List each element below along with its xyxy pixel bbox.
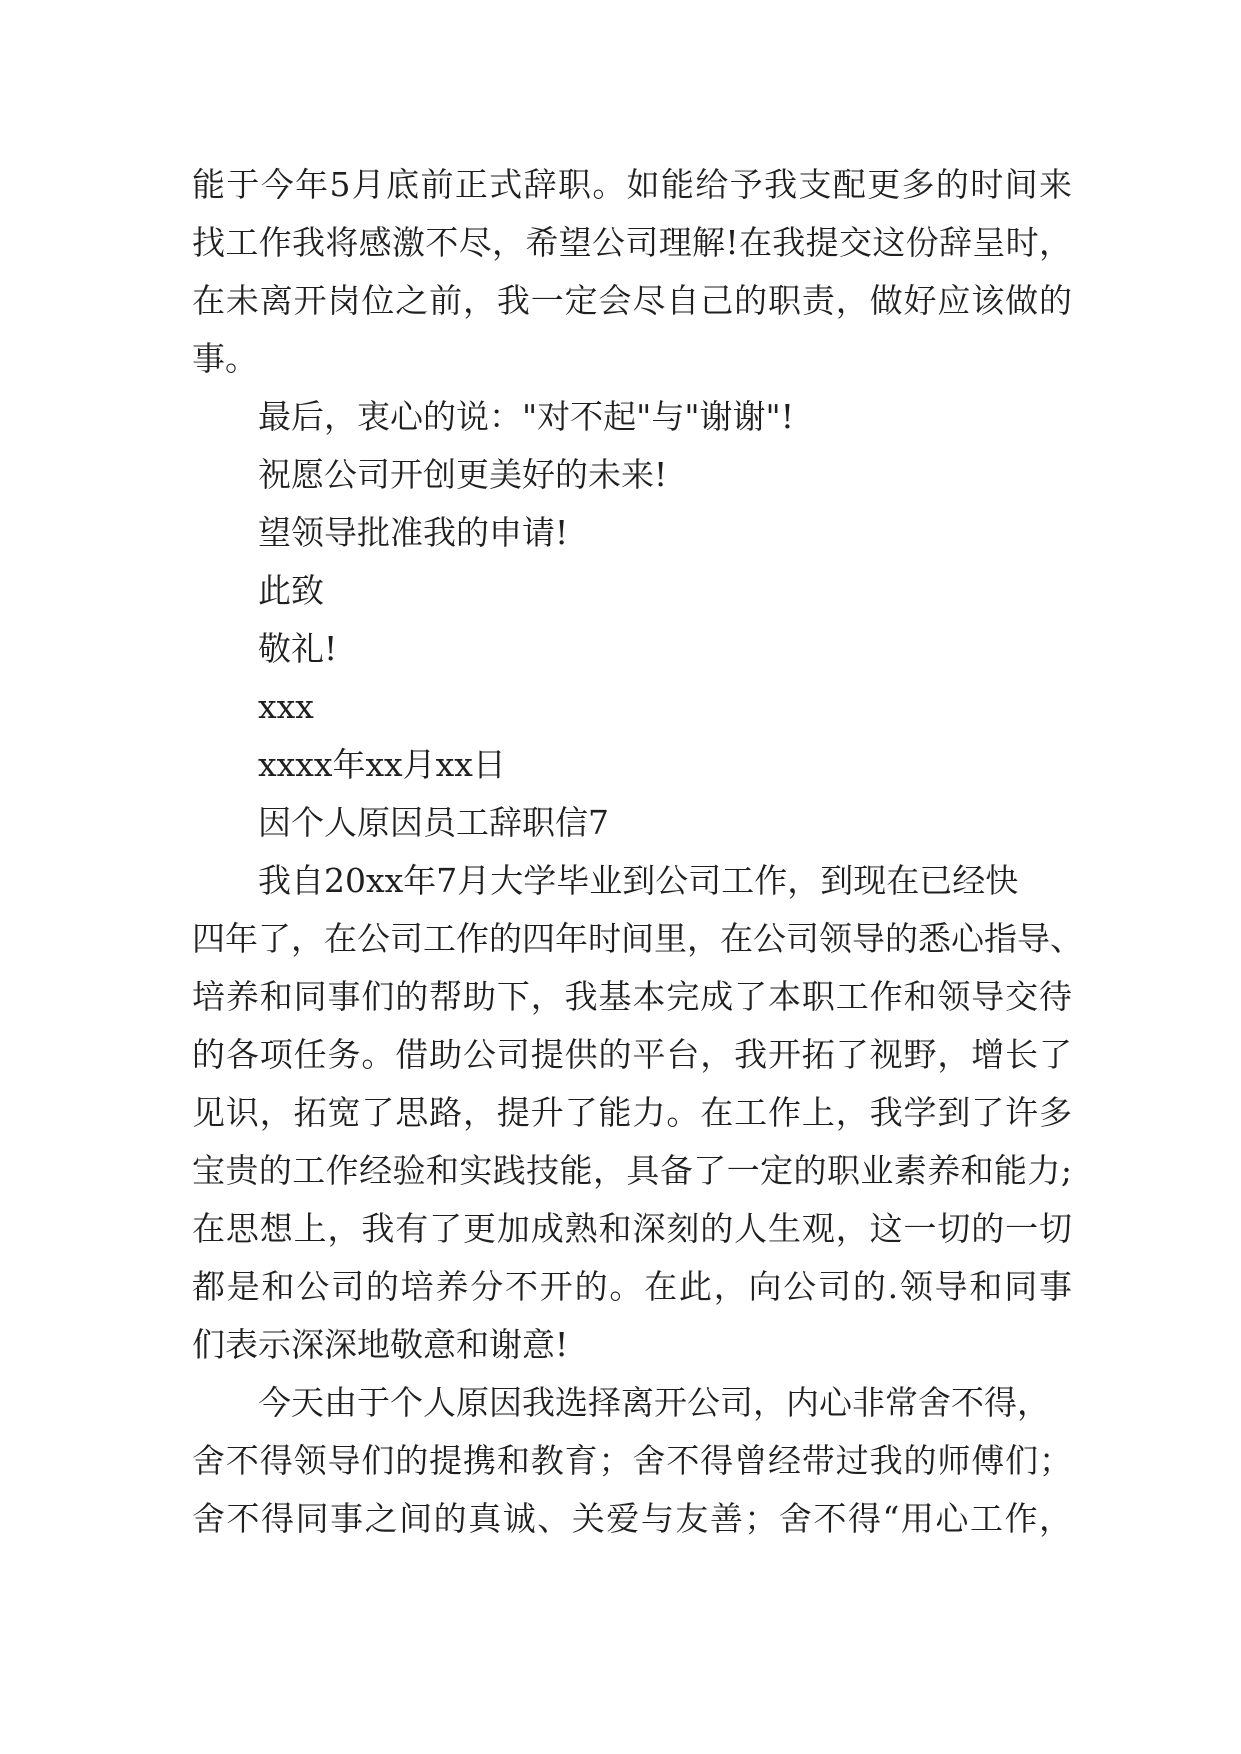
text-line: 最后，衷心的说："对不起"与"谢谢"! xyxy=(258,397,794,436)
text-line: 都是和公司的培养分不开的。在此，向公司的.领导和同事 xyxy=(192,1267,1072,1306)
text-line: 舍不得同事之间的真诚、关爱与友善；舍不得“用心工作， xyxy=(192,1499,1072,1538)
letter-body xyxy=(192,156,1083,1548)
text-line: 四年了，在公司工作的四年时间里，在公司领导的悉心指导、 xyxy=(192,919,1083,958)
text-line: 见识，拓宽了思路，提升了能力。在工作上，我学到了许多 xyxy=(192,1093,1072,1132)
text-line: 们表示深深地敬意和谢意! xyxy=(192,1325,569,1364)
text-line: 找工作我将感激不尽，希望公司理解!在我提交这份辞呈时， xyxy=(192,223,1072,262)
salutation-respect: 敬礼! xyxy=(258,629,338,668)
salutation-closing: 此致 xyxy=(258,571,324,610)
signature-name: xxx xyxy=(258,687,314,726)
section-heading: 因个人原因员工辞职信7 xyxy=(258,803,609,842)
text-line: 祝愿公司开创更美好的未来! xyxy=(258,455,668,494)
text-line: 能于今年5月底前正式辞职。如能给予我支配更多的时间来 xyxy=(192,165,1072,204)
text-line: 的各项任务。借助公司提供的平台，我开拓了视野，增长了 xyxy=(192,1035,1072,1074)
text-line: 在思想上，我有了更加成熟和深刻的人生观，这一切的一切 xyxy=(192,1209,1072,1248)
text-line: 培养和同事们的帮助下，我基本完成了本职工作和领导交待 xyxy=(192,977,1072,1016)
text-line: 舍不得领导们的提携和教育；舍不得曾经带过我的师傅们； xyxy=(192,1441,1072,1480)
signature-date: xxxx年xx月xx日 xyxy=(258,745,506,784)
text-line: 在未离开岗位之前，我一定会尽自己的职责，做好应该做的 xyxy=(192,281,1072,320)
text-line: 我自20xx年7月大学毕业到公司工作，到现在已经快 xyxy=(258,861,1019,900)
text-line: 事。 xyxy=(192,339,258,378)
text-line: 宝贵的工作经验和实践技能，具备了一定的职业素养和能力; xyxy=(192,1151,1072,1190)
text-line: 望领导批准我的申请! xyxy=(258,513,569,552)
text-line: 今天由于个人原因我选择离开公司，内心非常舍不得， xyxy=(258,1383,1050,1422)
